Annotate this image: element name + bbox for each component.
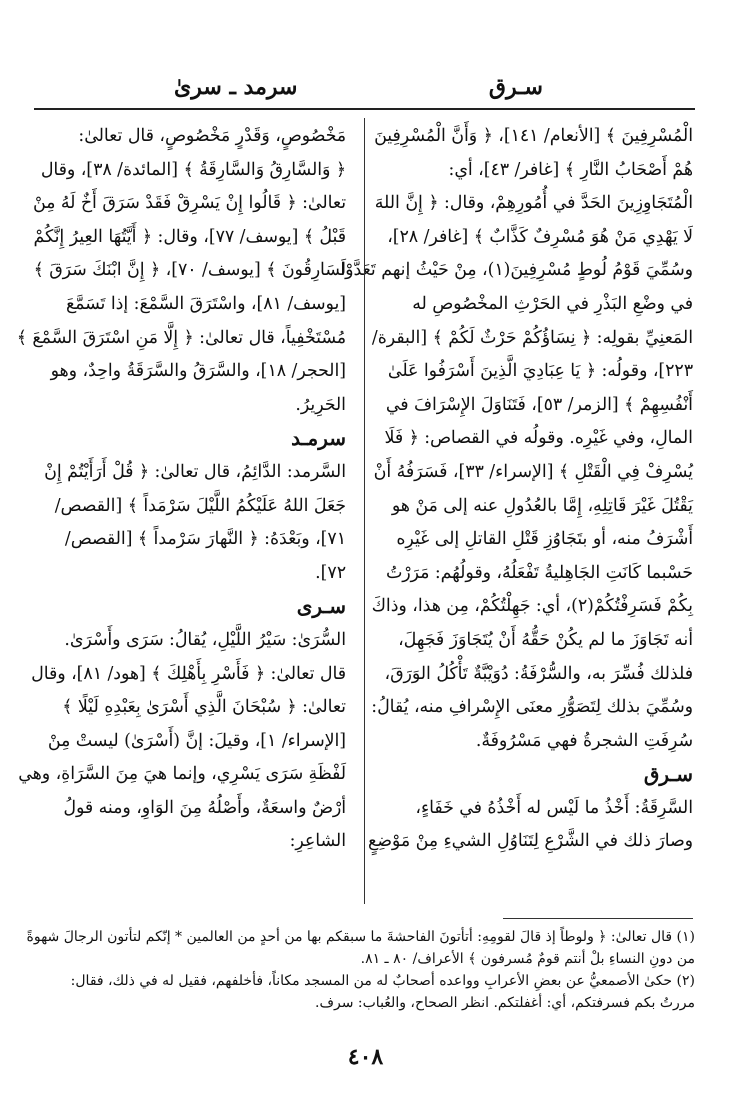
entry-heading: سرمـد	[291, 426, 346, 451]
header-rule	[34, 108, 695, 110]
entry-heading: سـرق	[643, 762, 693, 787]
text-line: الْمُسْرِفِينَ ﴾ [الأنعام/ ١٤١]، ﴿ وَأَنَّ الْمُسْرِفِينَ	[374, 126, 693, 146]
text-line: لَسَارِقُونَ ﴾ [يوسف/ ٧٠]، ﴿ إِنَّ ابْنَكَ سَرَقَ ﴾	[33, 260, 346, 281]
text-line: سُرِفَتِ الشجرةُ فهي مَسْرُوفَةٌ.	[475, 730, 693, 751]
text-line: ٧٢].	[315, 562, 346, 583]
text-line: المَعنِيِّ بقولِه: ﴿ نِسَاؤُكُمْ حَرْثٌ لَكُمْ ﴾ [البقرة/	[371, 327, 693, 348]
text-line: لَا يَهْدِي مَنْ هُوَ مُسْرِفٌ كَذَّابٌ ﴾ [غافر/ ٢٨]،	[387, 226, 693, 247]
text-line: وصارَ ذلك في الشَّرْعِ لِتَنَاوُلِ الشيءِ مِنْ مَوْضِعٍ	[368, 831, 693, 852]
text-line: السَّرمد: الدَّائِمُ، قال تعالىٰ: ﴿ قُلْ أَرَأَيْتُمْ إِنْ	[44, 461, 346, 482]
text-line: جَعَلَ اللهُ عَلَيْكُمُ اللَّيْلَ سَرْمَداً ﴾ [القصص/	[54, 495, 346, 516]
text-line: ﴿ وَالسَّارِقُ وَالسَّارِقَةُ ﴾ [المائدة/ ٣٨]، وقال	[40, 159, 346, 180]
text-line: السُّرَىٰ: سَيْرُ اللَّيْلِ، يُقالُ: سَرَى وأَسْرَىٰ.	[64, 629, 346, 650]
text-line: أَشْرَفُ منه، أو بتَجَاوُزِ قَتْلِ القاتلِ إلى غَيْرِه	[396, 529, 693, 550]
text-line: [الحجر/ ١٨]، والسَّرَقُ والسَّرَقَةُ واحِدٌ، وهو	[50, 361, 346, 382]
left-column	[16, 120, 346, 859]
text-line: في وضْعِ البَذْرِ في الحَرْثِ المخْصُوصِ له	[412, 293, 693, 314]
text-line: الْمُتَجَاوِزِينَ الحَدَّ في أُمُورِهِمْ، وقال: ﴿ إِنَّ اللهَ	[374, 193, 693, 214]
text-line: يُسْرِفْ فِي الْقَتْلِ ﴾ [الإسراء/ ٣٣]، فَسَرَفُهُ أَنْ	[373, 461, 693, 482]
text-line: الحَرِيرُ.	[295, 394, 346, 415]
text-line: أنه تَجَاوَزَ ما لم يكُنْ حَقُّهُ أَنْ يُتَجَاوَزَ فَجَهِلَ،	[398, 629, 693, 650]
text-line: أرْضٌ واسعَةٌ، وأَصْلُهُ مِنَ الوَاوِ، ومنه قولُ	[63, 797, 346, 818]
text-line: هُمْ أَصْحَابُ النَّارِ ﴾ [غافر/ ٤٣]، أي:	[448, 159, 693, 180]
running-head-right: سـرق	[488, 74, 543, 100]
footnote-line: (١) قال تعالىٰ: ﴿ ولوطاً إذ قالَ لقومِهِ: أتأتونَ الفاحشةَ ما سبقكم بها من أحدٍ من العالمين * إنّكم لتأتون الرجالَ شهوةً	[26, 929, 695, 945]
text-line: ٢٢٣]، وقولُه: ﴿ يَا عِبَادِيَ الَّذِينَ أَسْرَفُوا عَلَىٰ	[387, 361, 693, 382]
page-header	[40, 70, 691, 106]
right-column	[340, 120, 693, 859]
text-line: مُسْتَخْفِياً، قال تعالىٰ: ﴿ إِلَّا مَنِ اسْتَرَقَ السَّمْعَ ﴾	[16, 327, 346, 348]
footnote-line: (٢) حكىٰ الأصمعيُّ عن بعضِ الأعرابِ وواعده أصحابٌ له من المسجد مكاناً، فأخلفهم، فقيل له في ذلك، فقال:	[70, 973, 695, 989]
text-line: قال تعالىٰ: ﴿ فَأَسْرِ بِأَهْلِكَ ﴾ [هود/ ٨١]، وقال	[31, 663, 346, 684]
text-line: السَّرِقَةُ: أَخْذُ ما لَيْس له أَخْذُهُ في خَفَاءٍ،	[415, 797, 693, 818]
text-line: حَسْبما كَانَتِ الجَاهِليةُ تَفْعَلُهُ، وقولُهُم: مَرَرْتُ	[385, 562, 693, 583]
text-line: بِكُمْ فَسَرِفْتُكُمْ(٢)، أي: جَهِلْتُكُمْ، مِن هذا، وذاكَ	[371, 596, 693, 617]
text-line: مَخْصُوصٍ، وَقَدْرٍ مَخْصُوصٍ، قال تعالىٰ:	[78, 126, 346, 146]
text-line: وسُمِّيَ بذلك لِتَصَوُّرِ معنَى الإِسْرافِ منه، يُقالُ:	[371, 697, 693, 718]
text-line: ٧١]، وبَعْدَهُ: ﴿ النَّهارَ سَرْمداً ﴾ [القصص/	[64, 529, 346, 550]
text-line: فلذلك فُسِّرَ به، والسُّرْفَةُ: دُوَيْبَّةٌ تَأْكُلُ الوَرَقَ،	[384, 663, 693, 684]
running-head-left: سرمد ـ سرىٰ	[174, 74, 298, 100]
text-line: الشاعِرِ:	[289, 831, 346, 852]
footnote-line: مررتُ بكم فسرفتكم، أي: أغفلتكم. انظر الصحاح، والعُباب: سرف.	[315, 995, 695, 1011]
text-line: تعالىٰ: ﴿ قَالُوا إِنْ يَسْرِقْ فَقَدْ سَرَقَ أَخٌ لَهُ مِنْ	[32, 193, 346, 214]
text-line: تعالىٰ: ﴿ سُبْحَانَ الَّذِي أَسْرَىٰ بِعَبْدِهِ لَيْلًا ﴾	[62, 697, 346, 718]
footnote-rule	[503, 918, 693, 919]
text-line: لَفْظَةِ سَرَى يَسْرِي، وإنما هيَ مِنَ السَّرَاةِ، وهي	[18, 764, 346, 785]
page-number: ٤٠٨	[347, 1044, 384, 1070]
text-line: أَنْفُسِهِمْ ﴾ [الزمر/ ٥٣]، فَتَنَاوَلَ الإِسْرَافَ في	[385, 394, 693, 415]
text-line: [الإسراء/ ١]، وقيلَ: إنَّ (أَسْرَىٰ) ليستْ مِنْ	[47, 730, 346, 751]
text-line: يَقْتُلَ غَيْرَ قَاتِلِهِ، إِمَّا بالعُدُولِ عنه إلى مَنْ هو	[391, 495, 693, 516]
column-divider	[364, 118, 365, 904]
text-line: المالِ، وفي غَيْرِه. وقولُه في القصاص: ﴿ فَلَا	[384, 428, 693, 449]
text-line: وسُمِّيَ قَوْمُ لُوطٍ مُسْرِفِينَ(١)، مِنْ حَيْثُ إنهم تَعَدَّوْا	[340, 260, 693, 281]
footnotes	[26, 926, 695, 1014]
text-line: [يوسف/ ٨١]، واسْتَرَقَ السَّمْعَ: إذا تَسَمَّعَ	[65, 293, 346, 314]
text-line: قَبْلُ ﴾ [يوسف/ ٧٧]، وقال: ﴿ أَيَّتُهَا العِيرُ إِنَّكُمْ	[33, 226, 346, 247]
entry-heading: سـرى	[296, 594, 346, 619]
footnote-line: من دونِ النساءِ بلْ أنتم قومٌ مُسرفون ﴾ الأعراف/ ٨٠ ـ ٨١.	[360, 951, 695, 967]
